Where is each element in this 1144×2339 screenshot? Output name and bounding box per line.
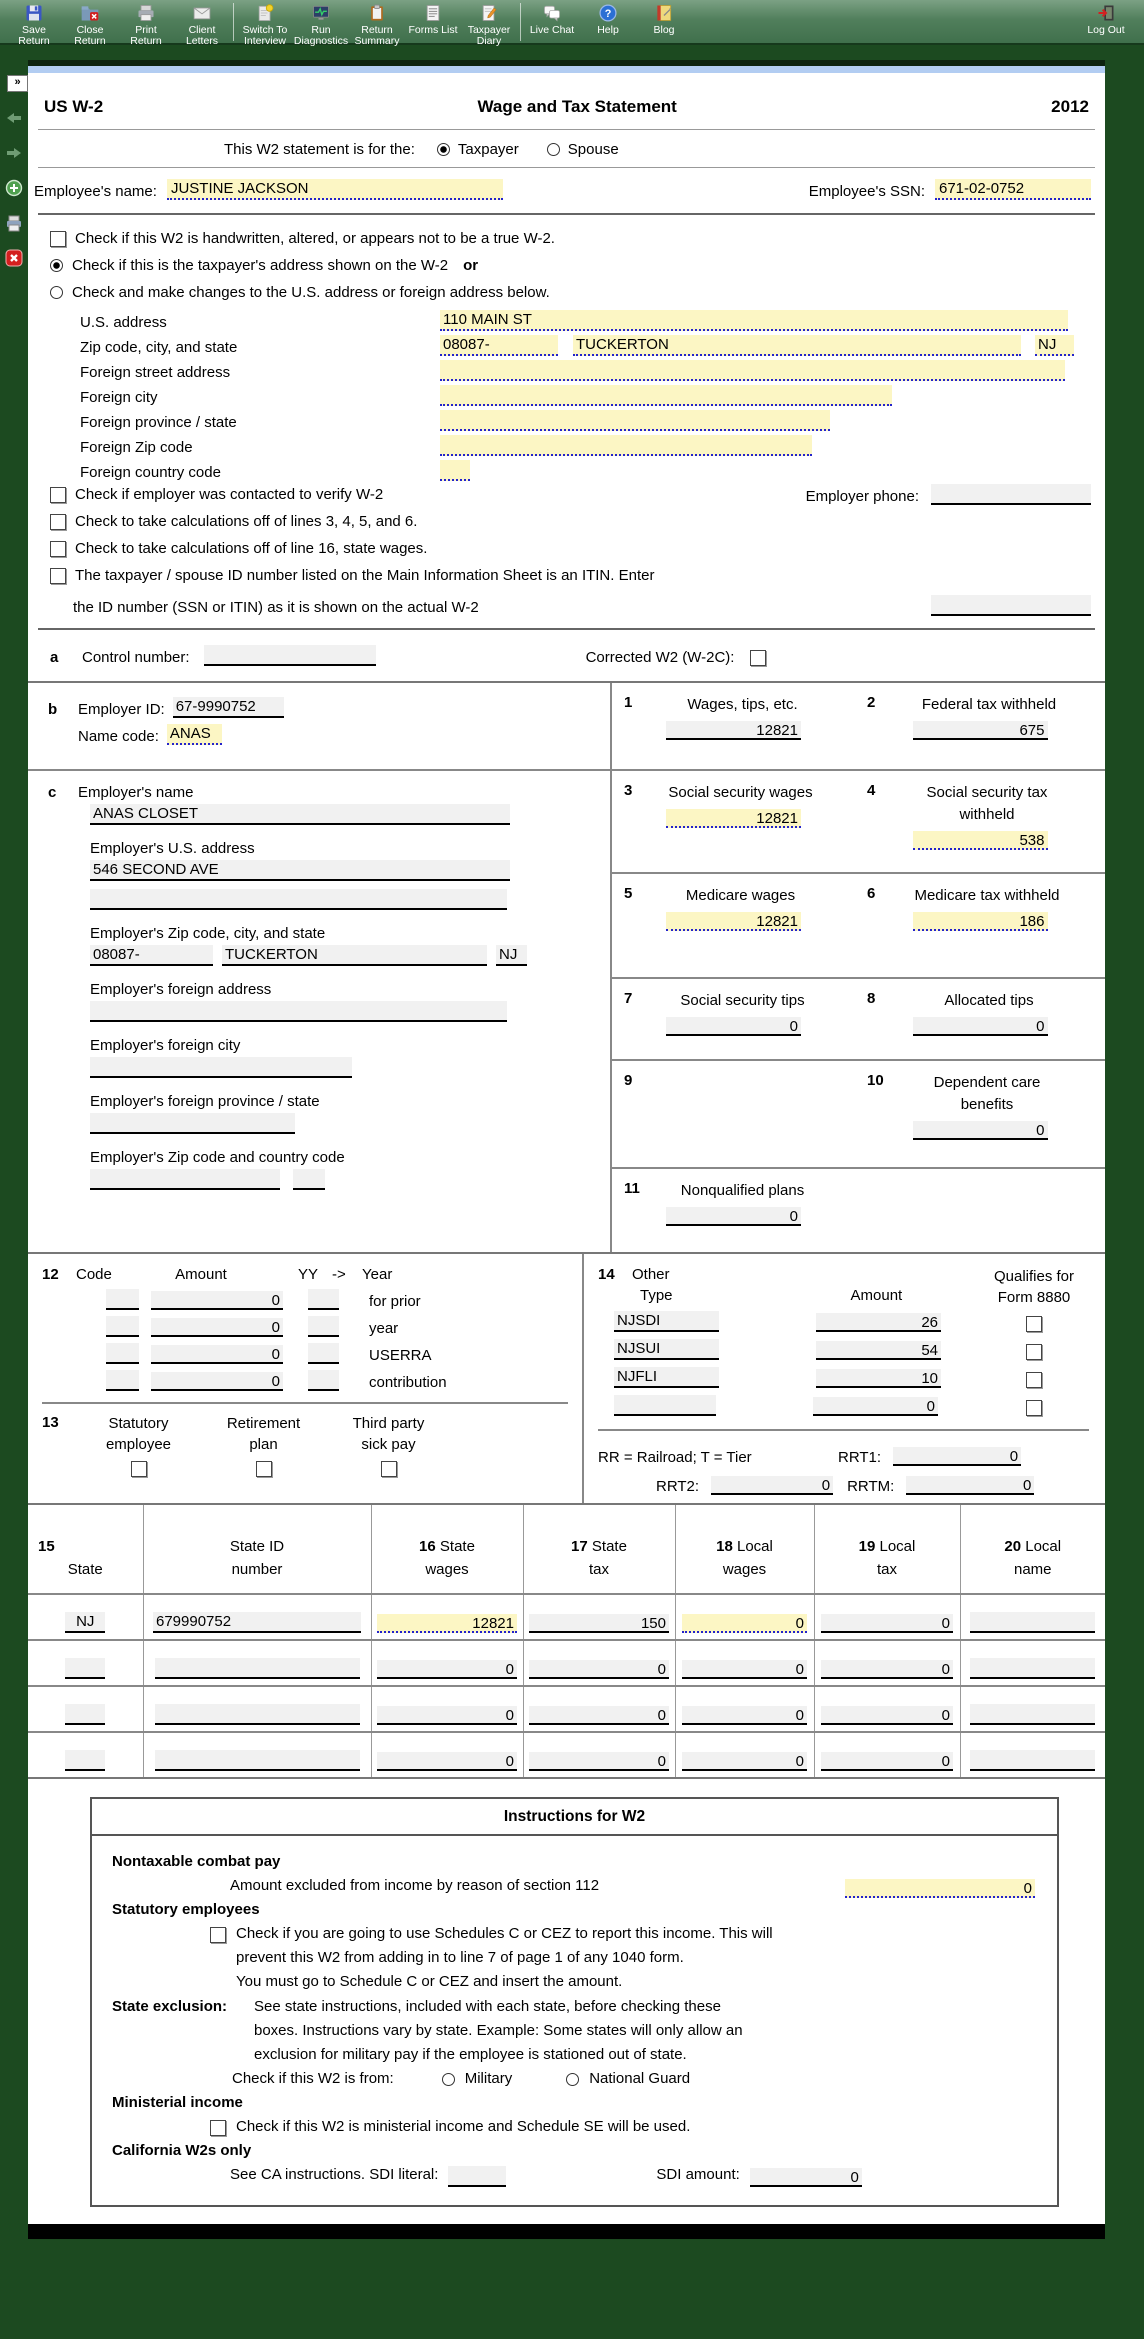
box1-cell [612, 683, 855, 771]
box12-row2-yy-field[interactable] [308, 1316, 339, 1337]
box12-yy-header: YY [298, 1266, 319, 1283]
toolbar-separator [233, 3, 234, 41]
box7-cell [612, 979, 855, 1061]
box12-note-prior: for prior [369, 1293, 421, 1310]
box12-note-year2: year [369, 1320, 399, 1337]
box6-cell [855, 874, 1105, 979]
box14-row4-type-field[interactable] [614, 1395, 716, 1416]
calc-off-16-label: Check to take calculations off of line 16, state wages. [75, 540, 428, 557]
box12-arrow: -> [332, 1266, 346, 1283]
statement-for-row [28, 130, 1105, 167]
box1-label: Wages, tips, etc. [687, 696, 798, 713]
box14-row4-8880-checkbox[interactable] [1026, 1400, 1042, 1416]
foreign-city-label: Foreign city [80, 389, 158, 406]
employee-name-label: Employee's name: [34, 183, 157, 200]
rrtm-label: RRTM: [847, 1478, 895, 1495]
city-field[interactable]: TUCKERTON [573, 335, 1021, 356]
box4-number: 4 [867, 782, 876, 799]
state-exclusion-text: See state instructions, included with each state, before checking these boxes. Instructions vary by state. Example: Some states will only allow an exclusion for military pay if the employee is stationed out of state. [254, 1998, 743, 2063]
instructions-box [90, 1797, 1059, 2207]
box13-retirement-label2: plan [249, 1436, 278, 1453]
box12-amount-header: Amount [175, 1266, 227, 1283]
rrt2-field[interactable]: 0 [711, 1476, 833, 1495]
foreign-zip-field[interactable] [440, 435, 812, 456]
envelope-icon [174, 3, 230, 24]
foreign-province-label: Foreign province / state [80, 414, 237, 431]
state-exclusion-heading: State exclusion: [112, 1998, 228, 2015]
taxpayer-diary-button[interactable]: Taxpayer Diary [461, 2, 517, 47]
box8-label: Allocated tips [944, 992, 1034, 1009]
state4-tax-field[interactable]: 0 [529, 1752, 669, 1771]
box8-number: 8 [867, 990, 876, 1007]
box14-row1-type-field[interactable]: NJSDI [614, 1311, 719, 1332]
log-out-icon [1078, 3, 1134, 24]
zip-city-state-label: Zip code, city, and state [80, 339, 238, 356]
panel-top-strip [28, 66, 1105, 73]
box5-cell [612, 874, 855, 979]
us-address-field[interactable]: 110 MAIN ST [440, 310, 1068, 331]
employer-us-address-label: Employer's U.S. address [90, 840, 255, 857]
us-address-label: U.S. address [80, 314, 167, 331]
box14-row2-amount-field[interactable]: 54 [816, 1341, 941, 1360]
box14-row2-8880-checkbox[interactable] [1026, 1344, 1042, 1360]
state3-tax-field[interactable]: 0 [529, 1706, 669, 1725]
state-row-1 [28, 1594, 1105, 1640]
box14-area [584, 1254, 1105, 1503]
employer-foreign-zip-field[interactable] [90, 1169, 280, 1190]
military-radio[interactable] [442, 2073, 455, 2086]
foreign-country-label: Foreign country code [80, 464, 221, 481]
employer-phone-label: Employer phone: [805, 488, 919, 505]
california-heading: California W2s only [112, 2142, 252, 2159]
box12-note-contribution: contribution [369, 1374, 447, 1391]
box4-cell [855, 771, 1105, 874]
retirement-plan-checkbox[interactable] [256, 1461, 272, 1477]
employer-us-address-field[interactable]: 546 SECOND AVE [90, 860, 510, 881]
box6-label: Medicare tax withheld [914, 887, 1060, 904]
statutory-heading: Statutory employees [112, 1901, 260, 1918]
employer-country-code-field[interactable] [293, 1169, 325, 1190]
or-label: or [463, 257, 479, 274]
state-row-2 [28, 1640, 1105, 1686]
log-out-button[interactable]: Log Out [1078, 2, 1134, 36]
state3-id-field[interactable] [155, 1704, 360, 1725]
sdi-amount-label: SDI amount: [656, 2166, 740, 2183]
w2-from-label: Check if this W2 is from: [232, 2070, 394, 2087]
state-table-header-row [28, 1504, 1105, 1594]
forms-list-icon [405, 3, 461, 24]
national-guard-radio[interactable] [566, 2073, 579, 2086]
employee-ssn-label: Employee's SSN: [808, 183, 925, 200]
taxpayer-option-label: Taxpayer [457, 141, 519, 158]
box12-row1-yy-field[interactable] [308, 1289, 339, 1310]
state4-local-wages-field[interactable]: 0 [682, 1752, 807, 1771]
box14-type-header: Type [640, 1287, 673, 1304]
box12-row1-code-field[interactable] [106, 1289, 139, 1310]
rrt2-label: RRT2: [656, 1478, 700, 1495]
box6-medicare-tax-field[interactable]: 186 [913, 912, 1048, 931]
military-label: Military [464, 2070, 513, 2087]
delete-form-icon[interactable] [5, 249, 23, 267]
forms-list-button[interactable]: Forms List [405, 2, 461, 36]
box13-number: 13 [42, 1414, 59, 1431]
employer-contacted-label: Check if employer was contacted to verify W-2 [75, 486, 384, 503]
itin-label-line1: The taxpayer / spouse ID number listed on the Main Information Sheet is an ITIN. Enter [75, 567, 655, 584]
diagnostics-icon [293, 3, 349, 24]
address-check-block [28, 215, 1105, 628]
state2-local-name-field[interactable] [970, 1658, 1095, 1679]
box10-label: Dependent care benefits [933, 1074, 1041, 1113]
box12-row3-amount-field[interactable]: 0 [151, 1345, 283, 1364]
box11-cell [612, 1169, 855, 1252]
instructions-title: Instructions for W2 [92, 1799, 1057, 1836]
box12-14-section [28, 1254, 1105, 1503]
box10-cell [855, 1061, 1105, 1169]
box14-qualifies-label1: Qualifies for [993, 1268, 1075, 1285]
employer-foreign-address-field[interactable] [90, 1001, 507, 1022]
live-chat-button[interactable]: Live Chat [524, 2, 580, 36]
box8-cell [855, 979, 1105, 1061]
box10-dependent-care-field[interactable]: 0 [913, 1121, 1048, 1140]
sdi-amount-field[interactable]: 0 [750, 2168, 862, 2187]
employee-name-field[interactable]: JUSTINE JACKSON [167, 179, 503, 200]
employer-contacted-checkbox[interactable] [50, 487, 66, 503]
w2-form-panel [28, 60, 1105, 2239]
employer-foreign-city-field[interactable] [90, 1057, 352, 1078]
box2-cell [855, 683, 1105, 771]
sdi-literal-label: See CA instructions. SDI literal: [230, 2166, 439, 2183]
box12-note-userra: USERRA [369, 1347, 432, 1364]
employer-us-address2-field[interactable] [90, 889, 507, 910]
box14-number: 14 [598, 1266, 615, 1283]
box14-amount-header: Amount [850, 1287, 903, 1304]
box10-number: 10 [867, 1072, 884, 1089]
state-local-table [28, 1503, 1105, 1779]
close-return-button[interactable]: Close Return [62, 2, 118, 47]
foreign-zip-label: Foreign Zip code [80, 439, 193, 456]
box3-cell [612, 771, 855, 874]
box12-number: 12 [42, 1266, 59, 1283]
statutory-text: Check if you are going to use Schedules C or CEZ to report this income. This will prevent this W2 from adding in to line 7 of page 1 of any 1040 form. You must go to Schedule C or CEZ and insert the amount. [236, 1925, 773, 1990]
box14-row1-8880-checkbox[interactable] [1026, 1316, 1042, 1332]
box13-row [42, 1413, 582, 1477]
box12-row2-code-field[interactable] [106, 1316, 139, 1337]
box2-label: Federal tax withheld [921, 696, 1057, 713]
expand-panel-button[interactable]: » [7, 75, 28, 92]
employer-name-field[interactable]: ANAS CLOSET [90, 804, 510, 825]
box-a-letter: a [50, 649, 59, 666]
divider [598, 1429, 1089, 1431]
box11-nonqualified-field[interactable]: 0 [666, 1207, 801, 1226]
box12-row4-code-field[interactable] [106, 1370, 139, 1391]
employer-info-cell [28, 771, 612, 1252]
box8-allocated-tips-field[interactable]: 0 [913, 1017, 1048, 1036]
employer-zip-label: Employer's Zip code, city, and state [90, 925, 326, 942]
run-diagnostics-button[interactable]: Run Diagnostics [293, 2, 349, 47]
combat-pay-text: Amount excluded from income by reason of section 112 [230, 1877, 600, 1894]
calc-off-16-checkbox[interactable] [50, 541, 66, 557]
name-code-label: Name code: [78, 728, 159, 745]
toolbar-separator [520, 3, 521, 41]
blog-button[interactable]: Blog [636, 2, 692, 36]
state4-id-field[interactable] [155, 1750, 360, 1771]
statutory-employee-checkbox[interactable] [131, 1461, 147, 1477]
itin-checkbox[interactable] [50, 568, 66, 584]
state1-wages-field[interactable]: 12821 [377, 1614, 517, 1633]
box14-qualifies-label2: Form 8880 [997, 1289, 1071, 1306]
box14-label: Other [632, 1266, 670, 1283]
help-icon [580, 3, 636, 24]
change-address-radio[interactable] [50, 286, 63, 299]
box-b-letter: b [48, 701, 58, 718]
state1-state-field[interactable]: NJ [65, 1612, 105, 1633]
state3-local-tax-field[interactable]: 0 [821, 1706, 953, 1725]
taxpayer-address-label: Check if this is the taxpayer's address shown on the W-2 [72, 257, 449, 274]
state2-local-tax-field[interactable]: 0 [821, 1660, 953, 1679]
box13-thirdparty-label2: sick pay [361, 1436, 416, 1453]
taxpayer-radio[interactable] [437, 143, 450, 156]
chat-icon [524, 3, 580, 24]
switch-to-interview-button[interactable]: Switch To Interview [237, 2, 293, 47]
col20-header: 20 Local name [960, 1504, 1105, 1594]
rrt1-field[interactable]: 0 [893, 1447, 1021, 1466]
box14-row3-type-field[interactable]: NJFLI [614, 1367, 719, 1388]
box3-ss-wages-field[interactable]: 12821 [666, 809, 801, 828]
box3-label: Social security wages [668, 784, 813, 801]
box13-retirement-label1: Retirement [226, 1415, 301, 1432]
col16-header: 16 State wages [371, 1504, 523, 1594]
employer-id-cell [28, 683, 612, 771]
foreign-city-field[interactable] [440, 385, 892, 406]
state1-local-name-field[interactable] [970, 1612, 1095, 1633]
box12-row4-amount-field[interactable]: 0 [151, 1372, 283, 1391]
client-letters-button[interactable]: Client Letters [174, 2, 230, 47]
box13-thirdparty-label1: Third party [352, 1415, 425, 1432]
state2-wages-field[interactable]: 0 [377, 1660, 517, 1679]
blog-icon [636, 3, 692, 24]
name-code-field[interactable]: ANAS [167, 724, 222, 745]
state1-local-tax-field[interactable]: 0 [821, 1614, 953, 1633]
box7-number: 7 [624, 990, 633, 1007]
state1-id-field[interactable]: 679990752 [153, 1612, 361, 1633]
bottom-scroll-edge [28, 2224, 1105, 2239]
box12-row2-amount-field[interactable]: 0 [151, 1318, 283, 1337]
box13-statutory-label1: Statutory [108, 1415, 169, 1432]
ministerial-text: Check if this W2 is ministerial income and Schedule SE will be used. [236, 2118, 691, 2135]
box5-number: 5 [624, 885, 633, 902]
box-c-letter: c [48, 784, 57, 801]
state-field[interactable]: NJ [1035, 335, 1074, 356]
employee-row [28, 168, 1105, 213]
box4-label: Social security tax withheld [926, 784, 1048, 823]
rrt1-label: RRT1: [838, 1449, 882, 1466]
state3-local-name-field[interactable] [970, 1704, 1095, 1725]
employer-and-boxes-grid [28, 681, 1105, 1254]
handwritten-label: Check if this W2 is handwritten, altered, or appears not to be a true W-2. [75, 230, 555, 247]
national-guard-label: National Guard [589, 2070, 691, 2087]
diary-icon [461, 3, 517, 24]
rrtm-field[interactable]: 0 [906, 1476, 1034, 1495]
box12-row3-code-field[interactable] [106, 1343, 139, 1364]
state4-wages-field[interactable]: 0 [377, 1752, 517, 1771]
box14-row3-amount-field[interactable]: 10 [816, 1369, 941, 1388]
state2-local-wages-field[interactable]: 0 [682, 1660, 807, 1679]
foreign-province-field[interactable] [440, 410, 830, 431]
form-id: US W-2 [44, 97, 104, 116]
box9-number: 9 [624, 1072, 633, 1089]
add-form-icon[interactable] [5, 179, 23, 197]
state2-id-field[interactable] [155, 1658, 360, 1679]
ministerial-checkbox[interactable] [210, 2120, 226, 2136]
box12-row4-yy-field[interactable] [308, 1370, 339, 1391]
box12-code-header: Code [76, 1266, 112, 1283]
printer-icon [118, 3, 174, 24]
state4-local-name-field[interactable] [970, 1750, 1095, 1771]
forward-arrow-icon[interactable] [5, 144, 23, 162]
save-icon [6, 3, 62, 24]
box14-row1-amount-field[interactable]: 26 [816, 1313, 941, 1332]
box5-label: Medicare wages [685, 887, 796, 904]
box1-number: 1 [624, 694, 633, 711]
state-row-3 [28, 1686, 1105, 1732]
employer-id-label: Employer ID: [78, 701, 165, 718]
sdi-literal-field[interactable] [448, 2166, 506, 2187]
box14-row3-8880-checkbox[interactable] [1026, 1372, 1042, 1388]
itin-label-line2: the ID number (SSN or ITIN) as it is shown on the actual W-2 [73, 599, 479, 616]
box1-wages-field[interactable]: 12821 [666, 721, 801, 740]
state3-local-wages-field[interactable]: 0 [682, 1706, 807, 1725]
calc-off-3456-label: Check to take calculations off of lines 3, 4, 5, and 6. [75, 513, 418, 530]
control-number-row [28, 630, 1105, 681]
corrected-w2-checkbox[interactable] [750, 650, 766, 666]
employer-foreign-city-label: Employer's foreign city [90, 1037, 241, 1054]
close-return-icon [62, 3, 118, 24]
interview-icon [237, 3, 293, 24]
return-summary-button[interactable]: Return Summary [349, 2, 405, 47]
state2-state-field[interactable] [65, 1658, 105, 1679]
top-toolbar [0, 0, 1144, 45]
control-number-label: Control number: [82, 649, 190, 666]
box6-number: 6 [867, 885, 876, 902]
print-form-icon[interactable] [5, 214, 23, 232]
employer-phone-field[interactable] [931, 484, 1091, 505]
box12-13-area [28, 1254, 584, 1503]
box2-number: 2 [867, 694, 876, 711]
box12-row3-yy-field[interactable] [308, 1343, 339, 1364]
col19-header: 19 Local tax [814, 1504, 960, 1594]
foreign-country-field[interactable] [440, 460, 470, 481]
box11-label: Nonqualified plans [680, 1182, 805, 1199]
help-button[interactable]: ? Help [580, 2, 636, 36]
change-address-label: Check and make changes to the U.S. address or foreign address below. [72, 284, 550, 301]
col15-header: 15 State [38, 1538, 103, 1578]
box7-ss-tips-field[interactable]: 0 [666, 1017, 801, 1036]
employer-id-field[interactable]: 67-9990752 [173, 697, 284, 718]
combat-pay-heading: Nontaxable combat pay [112, 1853, 281, 1870]
col18-header: 18 Local wages [675, 1504, 814, 1594]
corrected-w2-label: Corrected W2 (W-2C): [585, 649, 735, 666]
box13-statutory-label2: employee [105, 1436, 172, 1453]
control-number-field[interactable] [204, 645, 376, 666]
box11-number: 11 [624, 1180, 640, 1197]
employer-state-field[interactable]: NJ [496, 945, 527, 966]
clipboard-icon [349, 3, 405, 24]
form-header [28, 73, 1105, 129]
state4-local-tax-field[interactable]: 0 [821, 1752, 953, 1771]
employer-foreign-zip-label: Employer's Zip code and country code [90, 1149, 345, 1166]
employer-foreign-province-field[interactable] [90, 1113, 295, 1134]
employer-foreign-province-label: Employer's foreign province / state [90, 1093, 320, 1110]
col17-header: 17 State tax [523, 1504, 675, 1594]
schedule-c-checkbox[interactable] [210, 1927, 226, 1943]
form-year: 2012 [1051, 97, 1089, 116]
box11b-empty-cell [855, 1169, 1105, 1252]
state1-tax-field[interactable]: 150 [529, 1614, 669, 1633]
state4-state-field[interactable] [65, 1750, 105, 1771]
box14-row4-amount-field[interactable]: 0 [813, 1397, 938, 1416]
handwritten-checkbox[interactable] [50, 231, 66, 247]
employer-zip-field[interactable]: 08087- [90, 945, 213, 966]
spouse-option-label: Spouse [567, 141, 619, 158]
taxpayer-address-radio[interactable] [50, 259, 63, 272]
calc-off-3456-checkbox[interactable] [50, 514, 66, 530]
state-row-4 [28, 1732, 1105, 1778]
statement-for-label: This W2 statement is for the: [224, 141, 415, 158]
print-return-button[interactable]: Print Return [118, 2, 174, 47]
state2-tax-field[interactable]: 0 [529, 1660, 669, 1679]
state3-state-field[interactable] [65, 1704, 105, 1725]
employer-city-field[interactable]: TUCKERTON [222, 945, 487, 966]
foreign-street-field[interactable] [440, 360, 1065, 381]
state-id-header: State ID number [143, 1504, 371, 1594]
box9-cell [612, 1061, 855, 1169]
ministerial-heading: Ministerial income [112, 2094, 243, 2111]
save-return-button[interactable]: Save Return [6, 2, 62, 47]
employer-name-label: Employer's name [78, 784, 194, 801]
combat-pay-field[interactable]: 0 [845, 1879, 1035, 1898]
zip-field[interactable]: 08087- [440, 335, 558, 356]
box7-label: Social security tips [680, 992, 805, 1009]
form-title: Wage and Tax Statement [477, 97, 677, 116]
box2-federal-tax-field[interactable]: 675 [913, 721, 1048, 740]
back-arrow-icon[interactable] [5, 109, 23, 127]
foreign-street-label: Foreign street address [80, 364, 231, 381]
state3-wages-field[interactable]: 0 [377, 1706, 517, 1725]
divider [42, 1402, 568, 1404]
box3-number: 3 [624, 782, 633, 799]
box5-medicare-wages-field[interactable]: 12821 [666, 912, 801, 931]
state1-local-wages-field[interactable]: 0 [682, 1614, 807, 1633]
itin-id-field[interactable] [931, 595, 1091, 616]
employer-foreign-address-label: Employer's foreign address [90, 981, 272, 998]
box12-row1-amount-field[interactable]: 0 [151, 1291, 283, 1310]
box12-note-year: Year [362, 1266, 393, 1283]
box4-ss-tax-field[interactable]: 538 [913, 831, 1048, 850]
svg-text:?: ? [604, 8, 612, 21]
spouse-radio[interactable] [547, 143, 560, 156]
railroad-note: RR = Railroad; T = Tier [598, 1449, 752, 1466]
box14-row2-type-field[interactable]: NJSUI [614, 1339, 719, 1360]
third-party-sick-pay-checkbox[interactable] [381, 1461, 397, 1477]
employee-ssn-field[interactable]: 671-02-0752 [935, 179, 1091, 200]
left-sidebar [0, 47, 28, 2339]
